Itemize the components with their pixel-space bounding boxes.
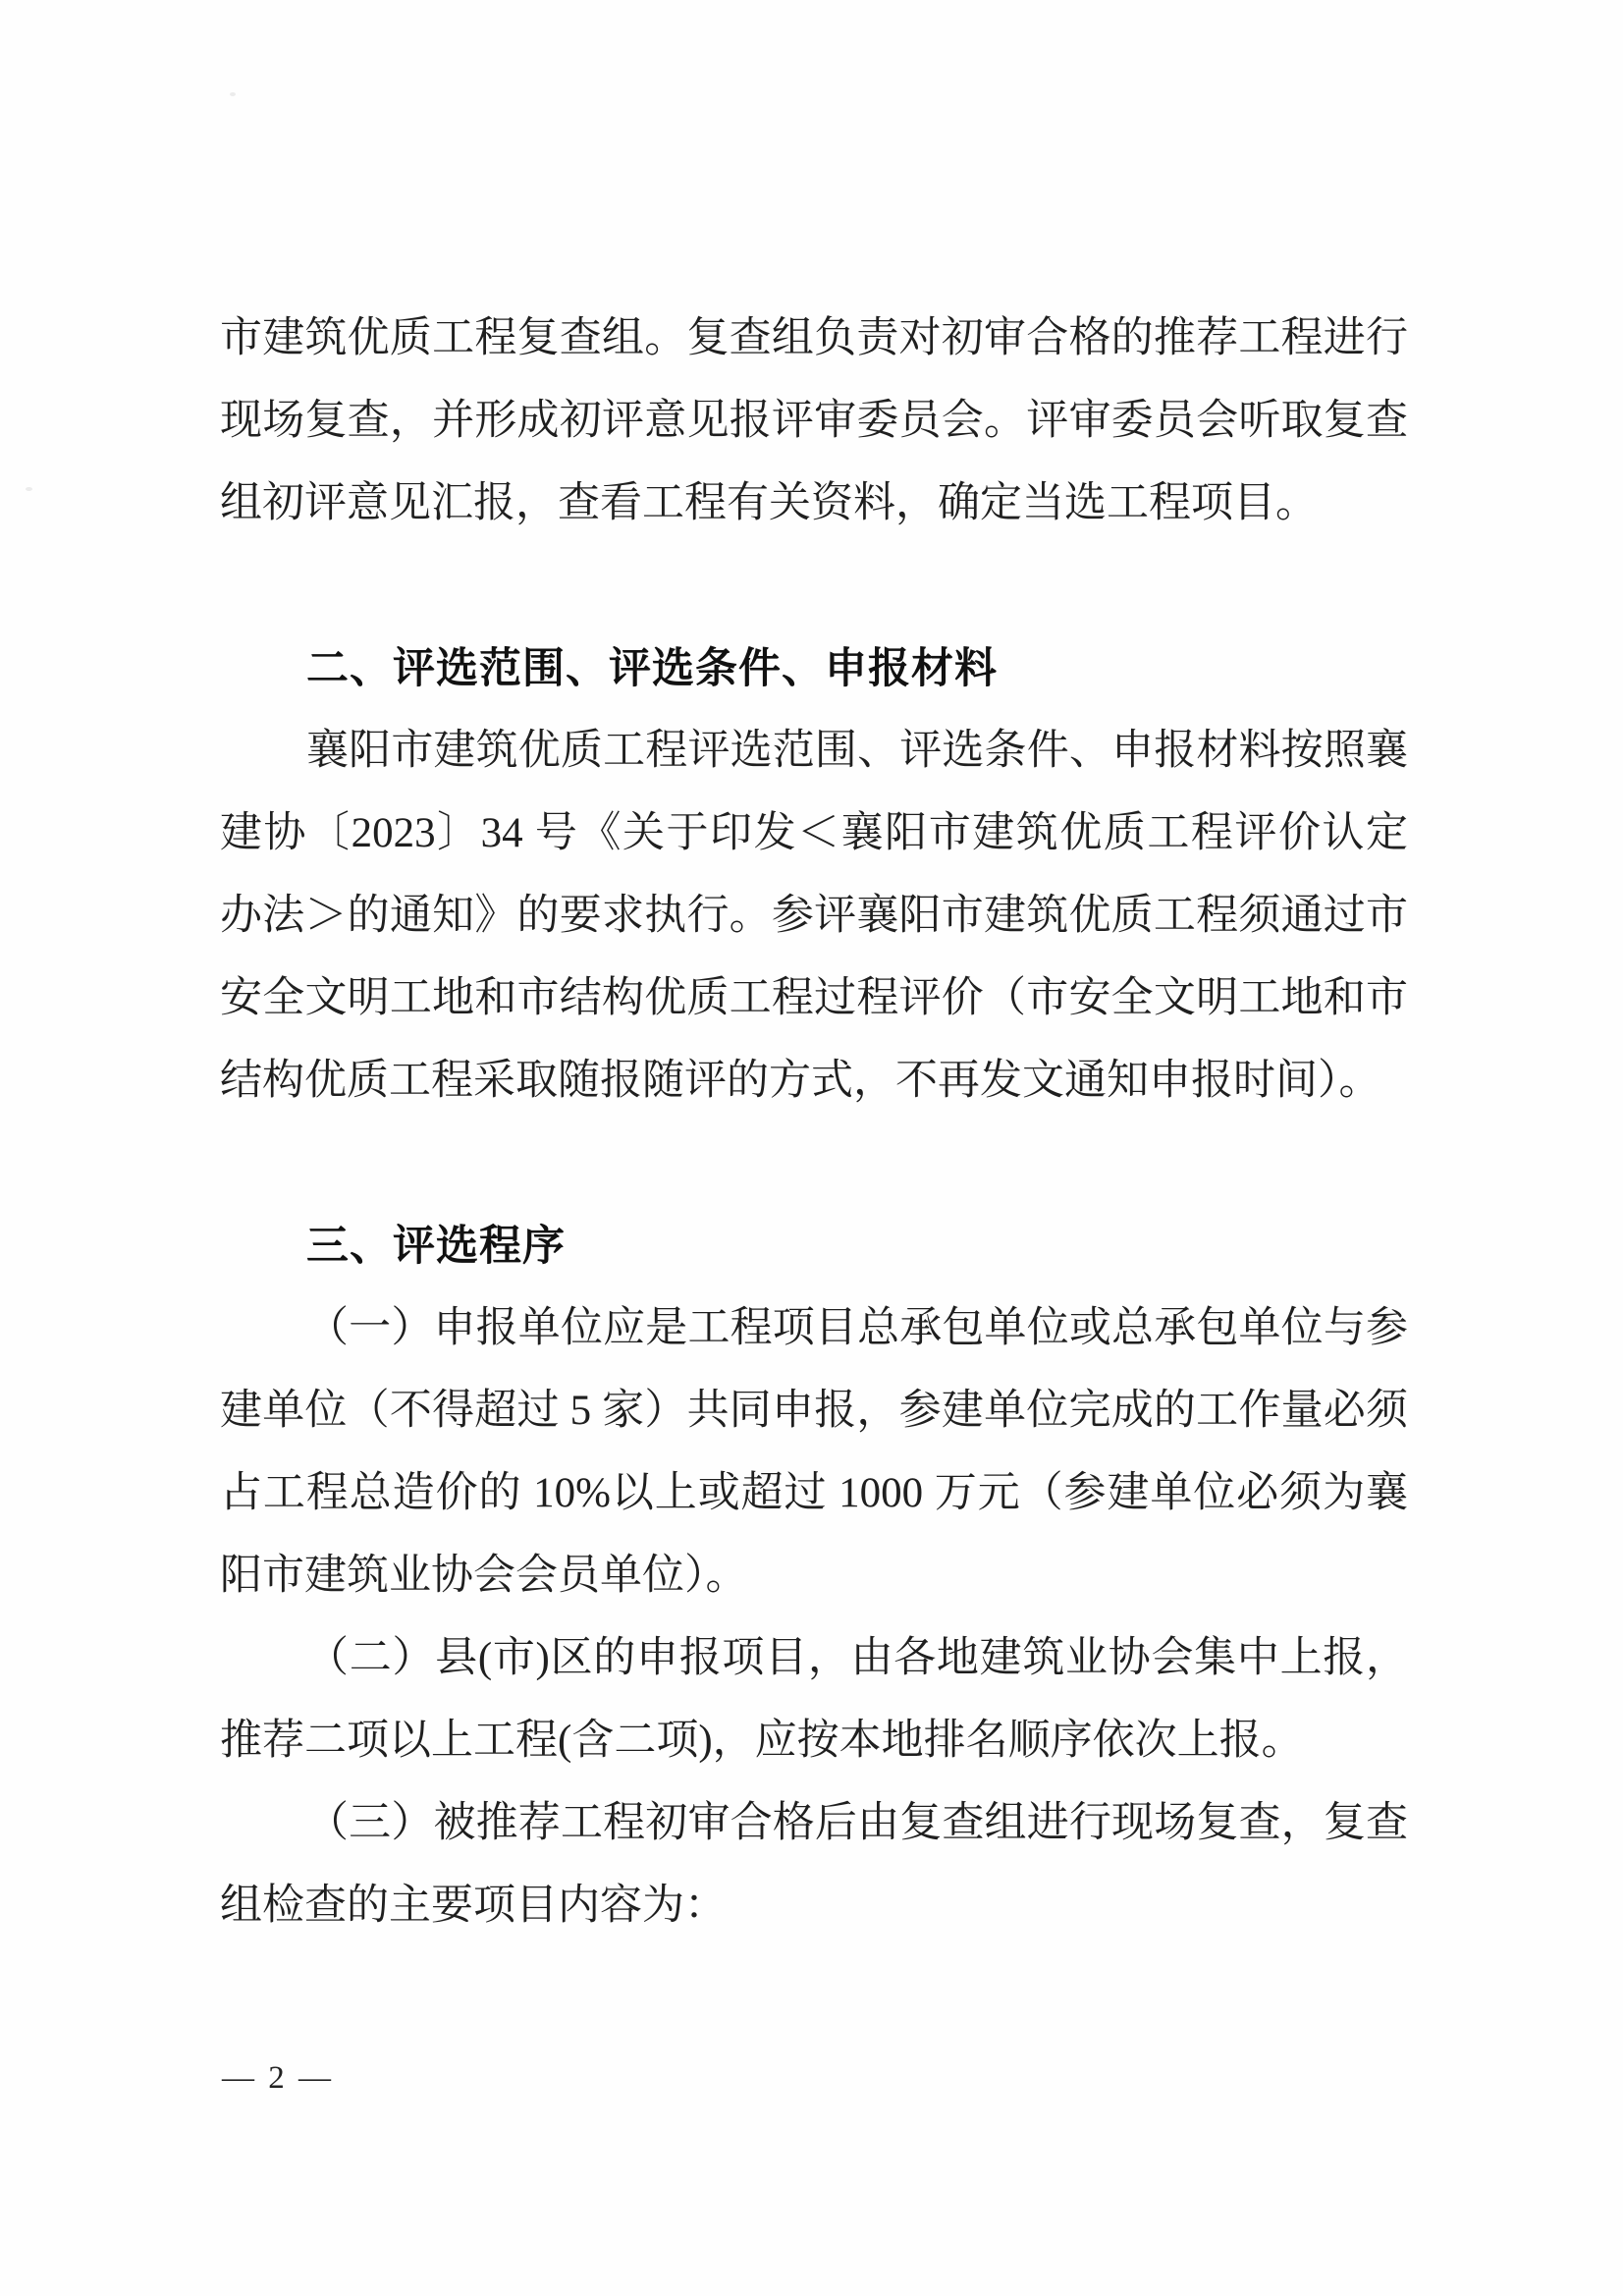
body-paragraph: 襄阳市建筑优质工程评选范围、评选条件、申报材料按照襄建协〔2023〕34 号《关于印发＜襄阳市建筑优质工程评价认定办法＞的通知》的要求执行。参评襄阳市建筑优质工程须通过市安全文明工地和市结构优质工程过程评价（市安全文明工地和市结构优质工程采取随报随评的方式，不再发文通知申报时间）。 bbox=[220, 728, 1408, 1104]
page-number: — 2 — bbox=[222, 2060, 334, 2096]
body-paragraph-continuation: 市建筑优质工程复查组。复查组负责对初审合格的推荐工程进行现场复查，并形成初评意见报评审委员会。评审委员会听取复查组初评意见汇报，查看工程有关资料，确定当选工程项目。 bbox=[220, 315, 1408, 526]
section-heading-2: 二、评选范围、评选条件、申报材料 bbox=[306, 645, 998, 692]
scan-smudge bbox=[230, 92, 236, 96]
body-paragraph-item-2: （二）县(市)区的申报项目，由各地建筑业协会集中上报，推荐二项以上工程(含二项)，应按本地排名顺序依次上报。 bbox=[220, 1635, 1408, 1764]
body-paragraph-item-1: （一）申报单位应是工程项目总承包单位或总承包单位与参建单位（不得超过 5 家）共同申报，参建单位完成的工作量必须占工程总造价的 10%以上或超过 1000 万元（参建单位必须为襄阳市建筑业协会会员单位）。 bbox=[220, 1305, 1408, 1599]
scan-smudge bbox=[26, 487, 32, 491]
body-paragraph-item-3: （三）被推荐工程初审合格后由复查组进行现场复查，复查组检查的主要项目内容为： bbox=[220, 1800, 1408, 1929]
section-heading-3: 三、评选程序 bbox=[306, 1223, 566, 1270]
document-body bbox=[220, 298, 1408, 1947]
